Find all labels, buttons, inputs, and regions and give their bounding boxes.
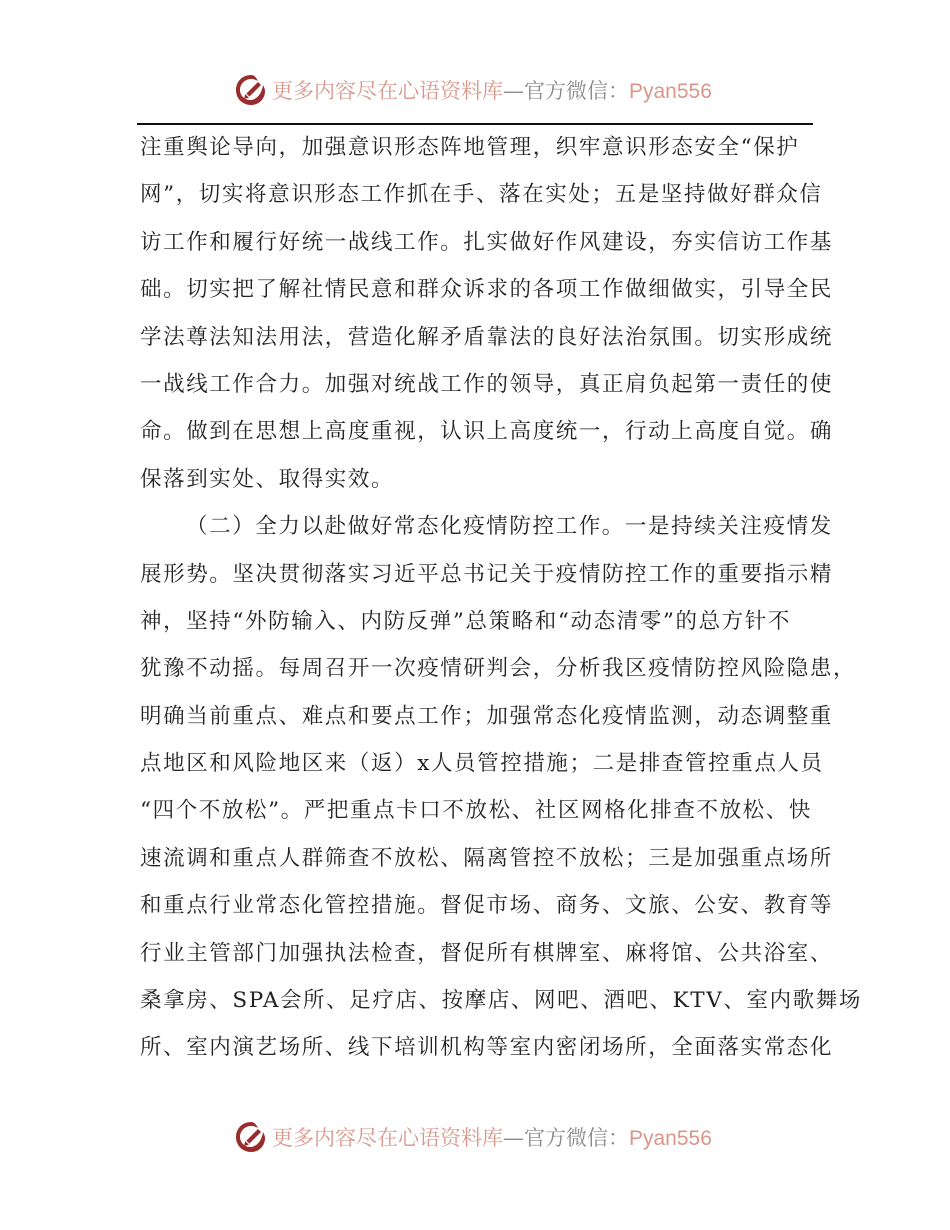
- text-line: 点地区和风险地区来（返）x人员管控措施；二是排查管控重点人员: [140, 751, 824, 777]
- text-line: 学法尊法知法用法，营造化解矛盾靠法的良好法治氛围。切实形成统: [140, 324, 834, 350]
- banner-text: [272, 75, 712, 105]
- banner-contact-label: 官方微信：: [524, 1126, 629, 1150]
- text-line: “四个不放松”。严把重点卡口不放松、社区网格化排查不放松、快: [140, 798, 812, 824]
- header-banner: [234, 70, 712, 110]
- banner-text: [272, 1122, 712, 1152]
- text-line: 桑拿房、SPA会所、足疗店、按摩店、网吧、酒吧、KTV、室内歌舞场: [140, 988, 862, 1014]
- text-line: 和重点行业常态化管控措施。督促市场、商务、文旅、公安、教育等: [140, 893, 834, 919]
- pen-logo-icon: [234, 1120, 268, 1154]
- banner-main-text: 更多内容尽在心语资料库: [272, 79, 503, 103]
- banner-wechat-id: Pyan556: [629, 80, 712, 103]
- pen-logo-icon: [234, 73, 268, 107]
- document-body: [140, 124, 862, 1072]
- text-line: 犹豫不动摇。每周召开一次疫情研判会，分析我区疫情防控风险隐患，: [140, 656, 857, 682]
- banner-dash: —: [503, 1126, 524, 1150]
- text-line: 明确当前重点、难点和要点工作；加强常态化疫情监测，动态调整重: [140, 703, 834, 729]
- text-line: 网”，切实将意识形态工作抓在手、落在实处；五是坚持做好群众信: [140, 182, 823, 208]
- text-line: 速流调和重点人群筛查不放松、隔离管控不放松；三是加强重点场所: [140, 845, 834, 871]
- text-line: 础。切实把了解社情民意和群众诉求的各项工作做细做实，引导全民: [140, 277, 834, 303]
- banner-contact-label: 官方微信：: [524, 79, 629, 103]
- text-line: 一战线工作合力。加强对统战工作的领导，真正肩负起第一责任的使: [140, 371, 834, 397]
- banner-dash: —: [503, 79, 524, 103]
- text-line: 所、室内演艺场所、线下培训机构等室内密闭场所，全面落实常态化: [140, 1035, 834, 1061]
- text-line: 注重舆论导向，加强意识形态阵地管理，织牢意识形态安全“保护: [140, 135, 800, 160]
- section-heading-line: （二）全力以赴做好常态化疫情防控工作。一是持续关注疫情发: [186, 514, 833, 540]
- text-line: 访工作和履行好统一战线工作。扎实做好作风建设，夯实信访工作基: [140, 229, 834, 255]
- footer-banner: [234, 1117, 712, 1157]
- text-line: 神，坚持“外防输入、内防反弹”总策略和“动态清零”的总方针不: [140, 608, 791, 634]
- text-line: 保落到实处、取得实效。: [140, 466, 395, 492]
- banner-wechat-id: Pyan556: [629, 1127, 712, 1150]
- text-line: 展形势。坚决贯彻落实习近平总书记关于疫情防控工作的重要指示精: [140, 561, 834, 587]
- text-line: 命。做到在思想上高度重视，认识上高度统一，行动上高度自觉。确: [140, 419, 834, 445]
- banner-main-text: 更多内容尽在心语资料库: [272, 1126, 503, 1150]
- text-line: 行业主管部门加强执法检查，督促所有棋牌室、麻将馆、公共浴室、: [140, 940, 834, 966]
